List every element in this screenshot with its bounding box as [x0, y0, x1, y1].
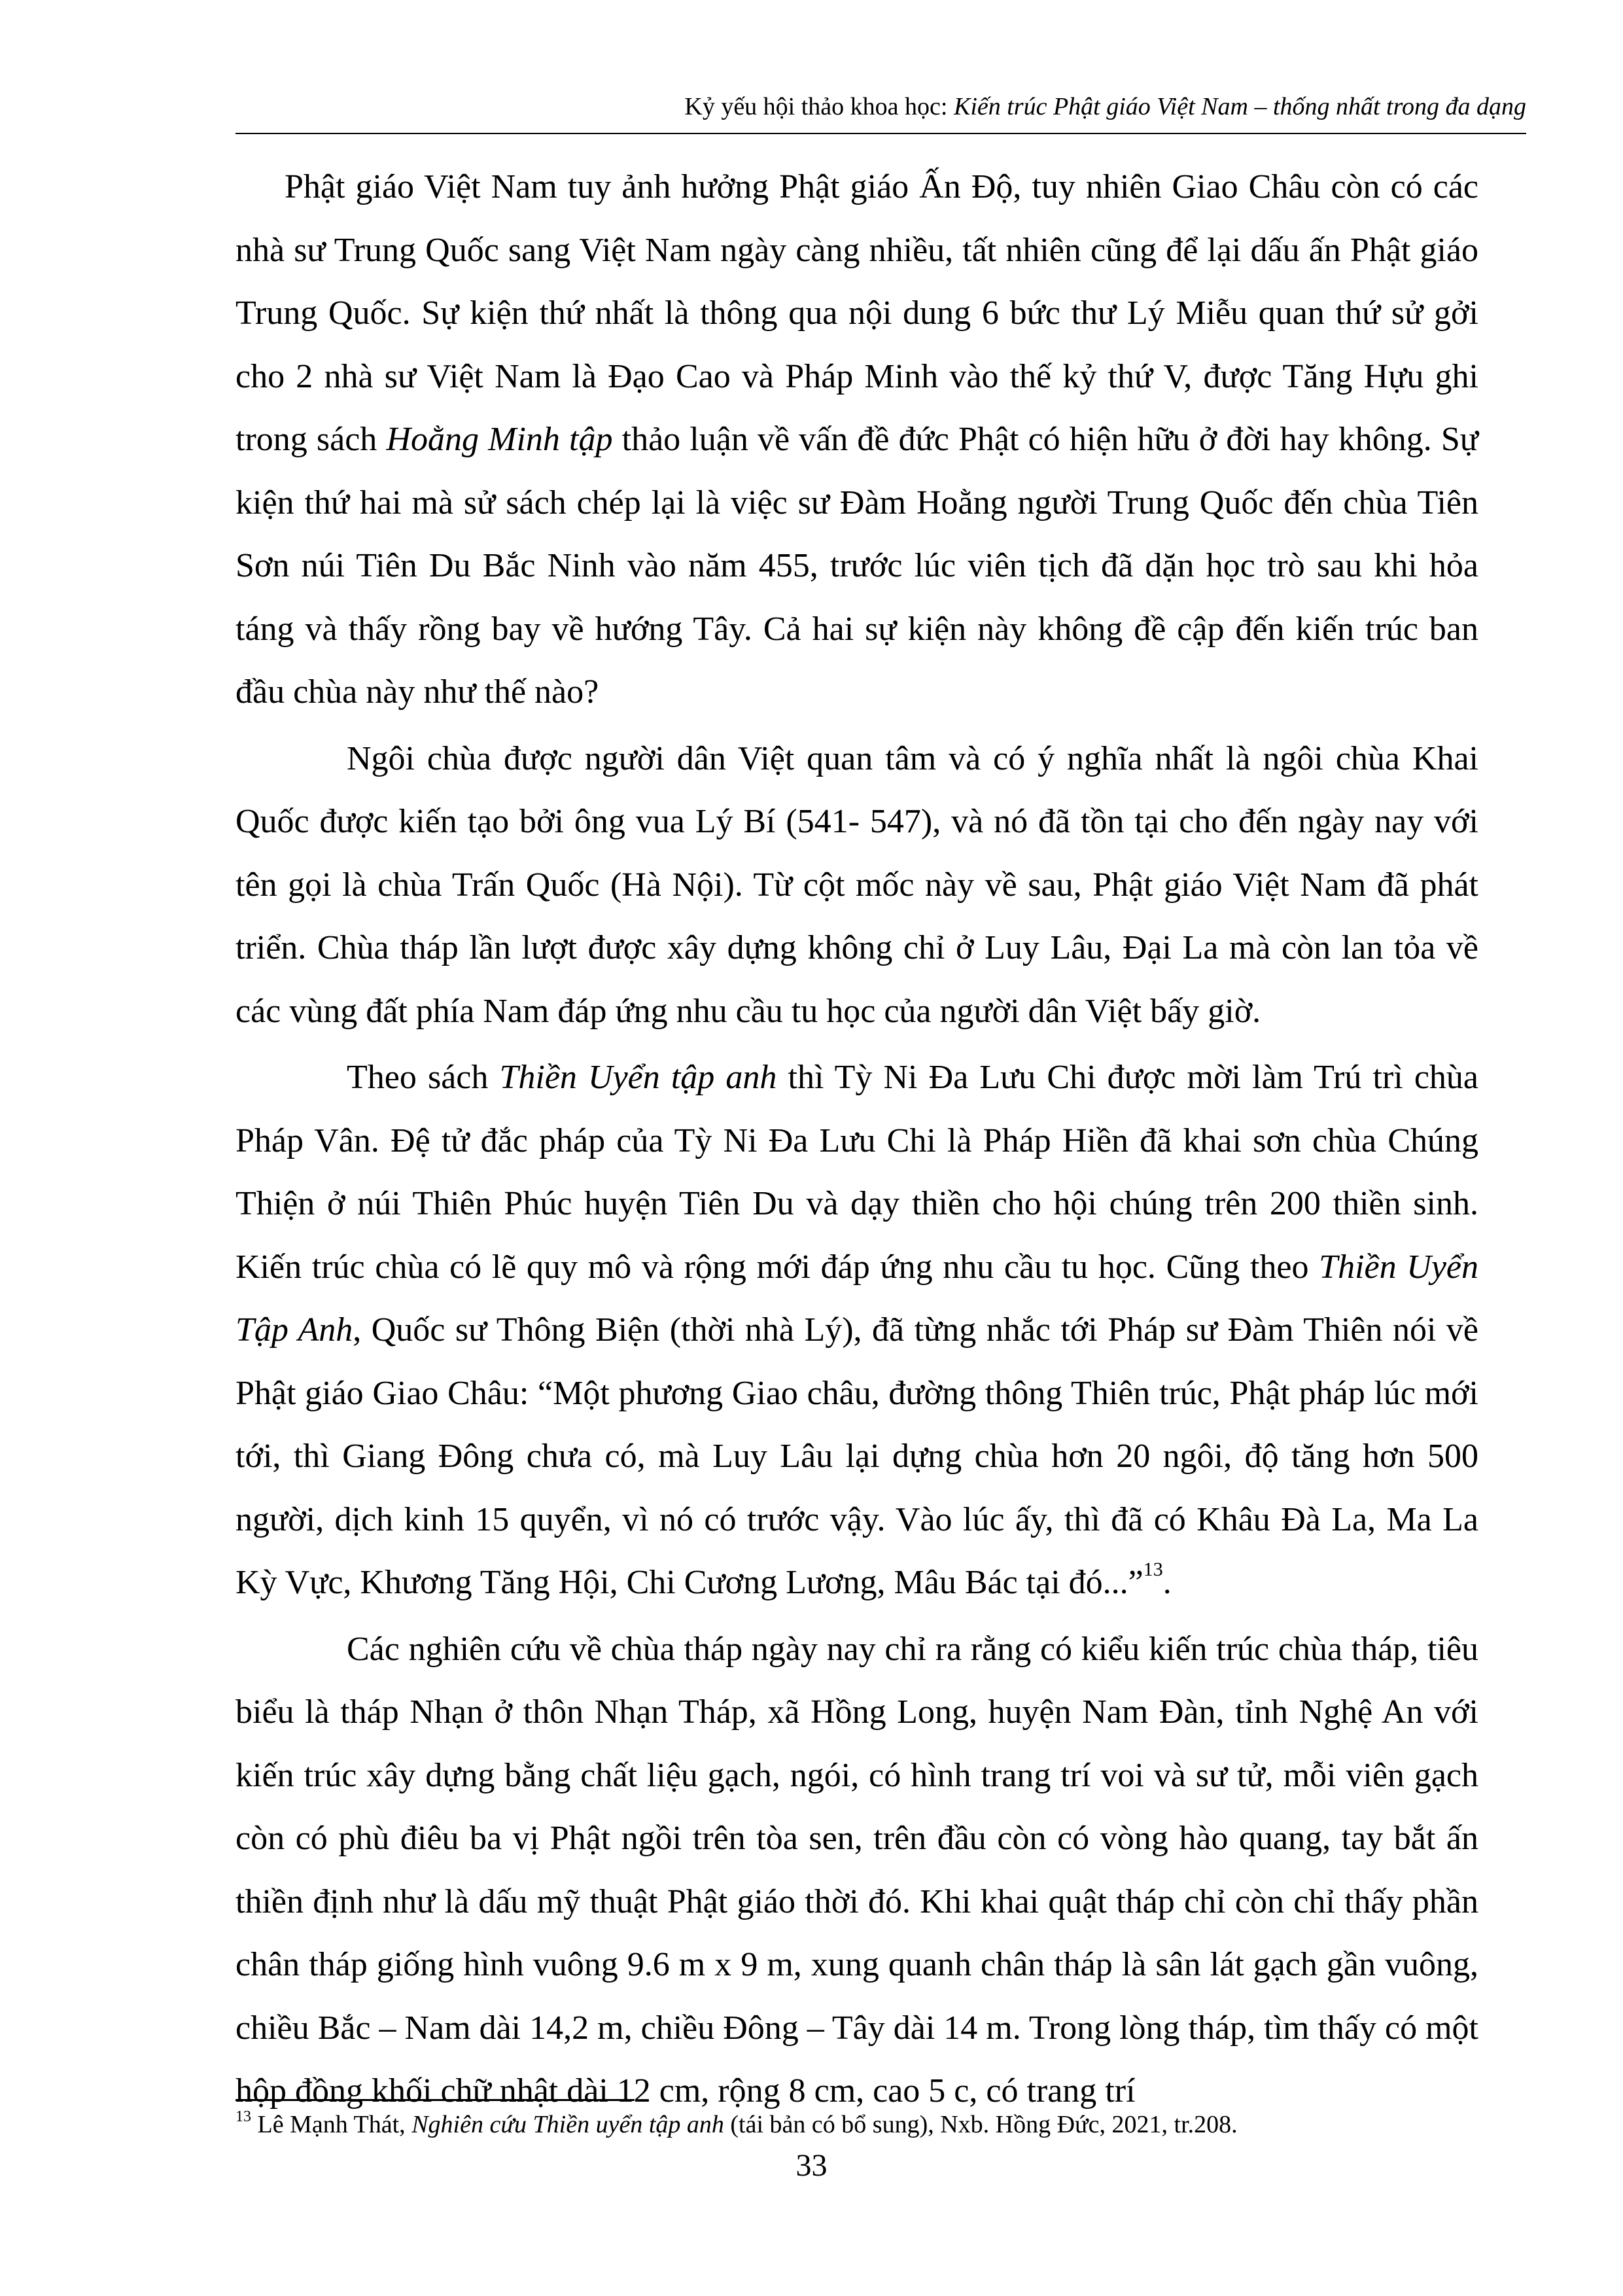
paragraph-1-text: Phật giáo Việt Nam tuy ảnh hưởng Phật giáo Ấn Độ, tuy nhiên Giao Châu còn có các nhà sư Trung Quốc sang Việt Nam ngày càng nhiều, tất nhiên cũng để lại dấu ấn Phật giáo Trung Quốc. Sự kiện thứ nhất là thông qua nội dung 6 bức thư Lý Miễu quan thứ sử gởi cho 2 nhà sư Việt Nam là Đạo Cao và Pháp Minh vào thế kỷ thứ V, được Tăng Hựu ghi trong sách: [236, 168, 1478, 458]
footnote-book-title: Nghiên cứu Thiền uyển tập anh: [411, 2111, 724, 2138]
book-title-hoang-minh-tap: Hoằng Minh tập: [386, 421, 613, 458]
footnote-number: 13: [236, 2108, 251, 2126]
header-prefix: Kỷ yếu hội thảo khoa học:: [684, 93, 954, 120]
running-header: [236, 90, 1526, 123]
paragraph-3-text-middle: thì Tỳ Ni Đa Lưu Chi được mời làm Trú trì chùa Pháp Vân. Đệ tử đắc pháp của Tỳ Ni Đa Lưu Chi là Pháp Hiền đã khai sơn chùa Chúng Thiện ở núi Thiên Phúc huyện Tiên Du và dạy thiền cho hội chúng trên 200 thiền sinh. Kiến trúc chùa có lẽ quy mô và rộng mới đáp ứng nhu cầu tu học. Cũng theo: [236, 1059, 1478, 1286]
header-rule: [236, 133, 1526, 134]
book-title-thien-uyen-tap-anh: Thiền Uyển tập anh: [499, 1059, 777, 1096]
paragraph-3: [236, 1046, 1478, 1615]
paragraph-1: [236, 156, 1478, 724]
book-title-thien-uyen-tap-anh-2: Thiền Uyển Tập Anh: [236, 1248, 1478, 1349]
body-text: [236, 156, 1478, 2127]
paragraph-3-text: Theo sách: [347, 1059, 500, 1096]
footnote-separator: [236, 2099, 635, 2101]
paragraph-4: Các nghiên cứu về chùa tháp ngày nay chỉ ra rằng có kiểu kiến trúc chùa tháp, tiêu biểu là tháp Nhạn ở thôn Nhạn Tháp, xã Hồng Long, huyện Nam Đàn, tỉnh Nghệ An với kiến trúc xây dựng bằng chất liệu gạch, ngói, có hình trang trí voi và sư tử, mỗi viên gạch còn có phù điêu ba vị Phật ngồi trên tòa sen, trên đầu còn có vòng hào quang, tay bắt ấn thiền định như là dấu mỹ thuật Phật giáo thời đó. Khi khai quật tháp chỉ còn chỉ thấy phần chân tháp giống hình vuông 9.6 m x 9 m, xung quanh chân tháp là sân lát gạch gần vuông, chiều Bắc – Nam dài 14,2 m, chiều Đông – Tây dài 14 m. Trong lòng tháp, tìm thấy có một hộp đồng khối chữ nhật dài 12 cm, rộng 8 cm, cao 5 c, có trang trí: [236, 1630, 1478, 2110]
paragraph-3-quote: , Quốc sư Thông Biện (thời nhà Lý), đã từng nhắc tới Pháp sư Đàm Thiên nói về Phật giáo Giao Châu: “Một phương Giao châu, đường thông Thiên trúc, Phật pháp lúc mới tới, thì Giang Đông chưa có, mà Luy Lâu lại dựng chùa hơn 20 ngôi, độ tăng hơn 500 người, dịch kinh 15 quyển, vì nó có trước vậy. Vào lúc ấy, thì đã có Khâu Đà La, Ma La Kỳ Vực, Khương Tăng Hội, Chi Cương Lương, Mâu Bác tại đó...”: [236, 1311, 1478, 1601]
footnote-author: Lê Mạnh Thát,: [251, 2111, 412, 2138]
header-title: Kiến trúc Phật giáo Việt Nam – thống nhất trong đa dạng: [953, 93, 1526, 120]
footnote-details: (tái bản có bổ sung), Nxb. Hồng Đức, 2021, tr.208.: [724, 2111, 1238, 2138]
paragraph-2: Ngôi chùa được người dân Việt quan tâm và có ý nghĩa nhất là ngôi chùa Khai Quốc được kiến tạo bởi ông vua Lý Bí (541- 547), và nó đã tồn tại cho đến ngày nay với tên gọi là chùa Trấn Quốc (Hà Nội). Từ cột mốc này về sau, Phật giáo Việt Nam đã phát triển. Chùa tháp lần lượt được xây dựng không chỉ ở Luy Lâu, Đại La mà còn lan tỏa về các vùng đất phía Nam đáp ứng nhu cầu tu học của người dân Việt bấy giờ.: [236, 739, 1478, 1030]
paragraph-1-text-end: thảo luận về vấn đề đức Phật có hiện hữu ở đời hay không. Sự kiện thứ hai mà sử sách chép lại là việc sư Đàm Hoằng người Trung Quốc đến chùa Tiên Sơn núi Tiên Du Bắc Ninh vào năm 455, trước lúc viên tịch đã dặn học trò sau khi hỏa táng và thấy rồng bay về hướng Tây. Cả hai sự kiện này không đề cập đến kiến trúc ban đầu chùa này như thế nào?: [236, 421, 1478, 711]
footnote-reference[interactable]: 13: [1143, 1559, 1163, 1580]
page-number: 33: [795, 2148, 828, 2183]
paragraph-3-end: .: [1162, 1564, 1172, 1601]
footnote: [236, 2108, 1492, 2141]
